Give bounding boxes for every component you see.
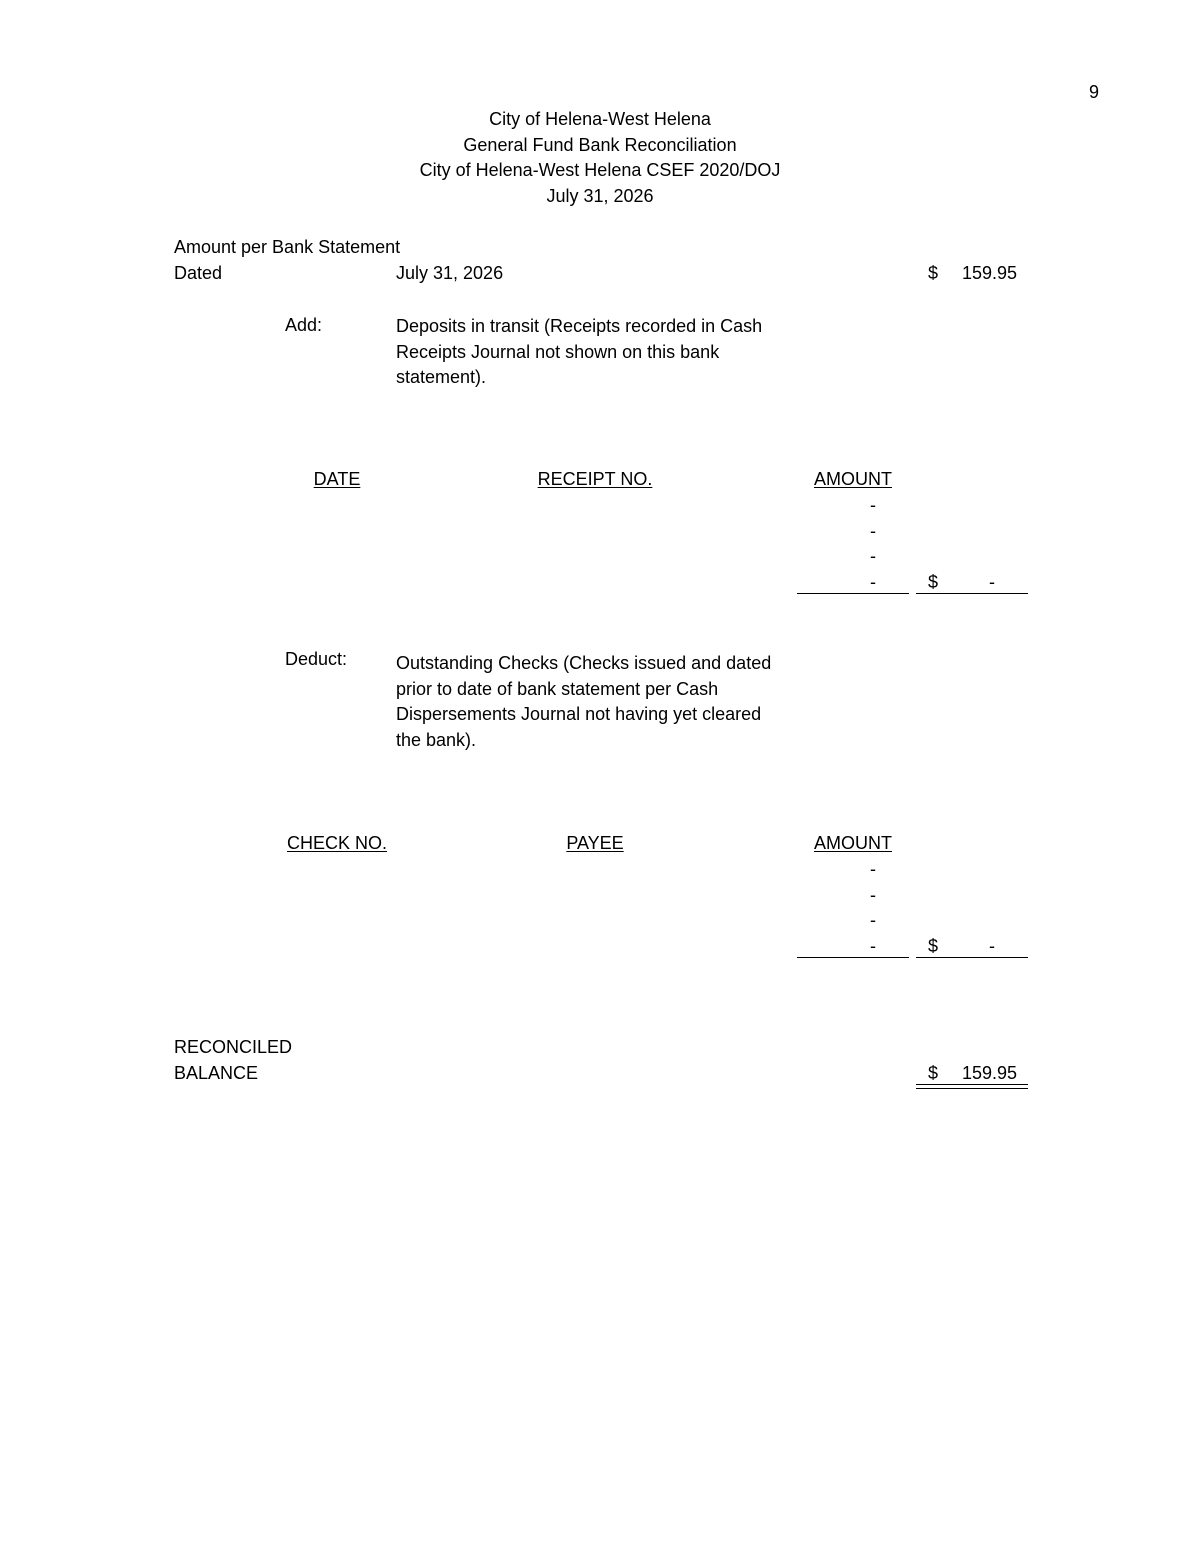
add-total-rule (916, 593, 1028, 594)
add-row-amount: - (870, 521, 876, 541)
add-total: - (989, 572, 995, 592)
header-title: General Fund Bank Reconciliation (463, 135, 737, 155)
deduct-row-amount: - (870, 885, 876, 905)
add-col-receipt: RECEIPT NO. (537, 469, 653, 489)
add-col-amount: AMOUNT (814, 469, 892, 489)
add-description: Deposits in transit (Receipts recorded in Cash Receipts Journal not shown on this bank statement). (396, 316, 763, 387)
deduct-subtotal: - (870, 936, 876, 956)
header-fund: City of Helena-West Helena CSEF 2020/DOJ (419, 160, 781, 180)
page-number: 9 (1089, 82, 1100, 102)
reconciled-currency: $ (928, 1063, 939, 1083)
add-subtotal: - (870, 572, 876, 592)
statement-currency: $ (928, 263, 939, 283)
add-col-date: DATE (313, 469, 361, 489)
balance-label: BALANCE (174, 1063, 259, 1083)
deduct-label: Deduct: (285, 649, 348, 669)
add-subtotal-rule (797, 593, 909, 594)
deduct-row-amount: - (870, 859, 876, 879)
statement-date: July 31, 2026 (396, 263, 504, 283)
add-label: Add: (285, 315, 323, 335)
header-date: July 31, 2026 (546, 186, 654, 206)
deduct-col-check: CHECK NO. (286, 833, 388, 853)
reconciled-amount: 159.95 (961, 1063, 1017, 1083)
deduct-total-rule (916, 957, 1028, 958)
deduct-description: Outstanding Checks (Checks issued and dated prior to date of bank statement per Cash Dispersements Journal not having yet cleared the bank). (396, 653, 772, 750)
deduct-col-amount: AMOUNT (814, 833, 892, 853)
deduct-col-payee: PAYEE (566, 833, 624, 853)
add-row-amount: - (870, 495, 876, 515)
add-total-currency: $ (928, 572, 939, 592)
deduct-total-currency: $ (928, 936, 939, 956)
reconciled-label: RECONCILED (174, 1037, 293, 1057)
deduct-total: - (989, 936, 995, 956)
reconciled-double-rule (916, 1084, 1028, 1089)
dated-label: Dated (174, 263, 223, 283)
add-row-amount: - (870, 546, 876, 566)
deduct-row-amount: - (870, 910, 876, 930)
deduct-subtotal-rule (797, 957, 909, 958)
bank-statement-label: Amount per Bank Statement (174, 237, 401, 257)
statement-amount: 159.95 (961, 263, 1017, 283)
header-entity: City of Helena-West Helena (489, 109, 711, 129)
